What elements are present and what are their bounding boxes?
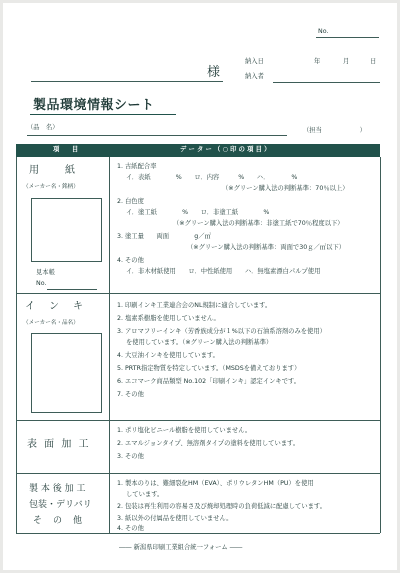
binding-line-3: 2. 包装は再生利用の容易さ及び焼却処理時の負荷低減に配慮しています。 bbox=[117, 503, 327, 510]
ink-line-3: 3. アロマフリーインキ（芳香族成分が１%以下の石油系溶剤のみを使用） bbox=[117, 328, 326, 335]
paper-maker-label: （メーカー名・銘柄） bbox=[23, 184, 79, 190]
item-column-header: 項 目 bbox=[53, 146, 79, 153]
ink-line-8: 7. その他 bbox=[117, 391, 144, 398]
binding-line-2: しています。 bbox=[126, 491, 164, 498]
binding-line-1: 1. 製本のりは、難細裂化HM（EVA）、ポリウレタンHM（PU）を使用 bbox=[117, 480, 314, 487]
number-label: No. bbox=[318, 28, 329, 35]
paper-line-2: イ．表紙 % ロ．内容 % ハ． % bbox=[126, 174, 298, 181]
ink-maker-bracket-left bbox=[31, 333, 102, 413]
paper-section-title: 用 紙 bbox=[29, 165, 77, 176]
binding-section-title-1: 製 本 後 加 工 bbox=[29, 484, 86, 494]
binding-line-4: 3. 紙以外の付属品を使用していません。 bbox=[117, 515, 233, 522]
title-underline bbox=[30, 114, 176, 115]
paper-line-1: 1. 古紙配合率 bbox=[117, 163, 157, 170]
product-name-field[interactable] bbox=[27, 135, 287, 136]
surface-line-1: 1. ポリ塩化ビニール樹脂を使用していません。 bbox=[117, 427, 252, 434]
surface-section-title: 表 面 加 工 bbox=[27, 439, 91, 450]
sample-book-label: 見本帳 bbox=[36, 269, 55, 276]
honorific-sama: 様 bbox=[207, 65, 221, 80]
ink-line-7: 6. エコマーク商品類型 No.102「印刷インキ」認定インキです。 bbox=[117, 378, 301, 385]
surface-line-2: 2. エマルジョンタイプ、無溶剤タイプの塗料を使用しています。 bbox=[117, 440, 300, 447]
paper-line-7: 3. 塗工量 両面 g／㎡ bbox=[117, 233, 211, 240]
deliverer-label: 納入者 bbox=[245, 73, 264, 80]
row-divider-ink bbox=[16, 420, 380, 421]
deliverer-field[interactable] bbox=[273, 82, 380, 83]
ink-line-6: 5. PRTR指定物質を特定しています。（MSDSを備えております） bbox=[117, 365, 301, 372]
table-right-border bbox=[380, 157, 381, 533]
ink-line-5: 4. 大豆油インキを使用しています。 bbox=[117, 352, 219, 359]
ink-line-2: 2. 塩素系樹脂を使用していません。 bbox=[117, 315, 220, 322]
month-label: 月 bbox=[343, 58, 350, 65]
ink-section-title: イ ン キ bbox=[25, 301, 85, 312]
data-column-header: デ ー タ ー （ ○ 印 の 項 目 ） bbox=[180, 146, 271, 153]
year-label: 年 bbox=[314, 58, 321, 65]
paper-maker-bracket-right[interactable] bbox=[95, 198, 102, 262]
paper-line-5: イ．塗工紙 % ロ．非塗工紙 % bbox=[126, 209, 270, 216]
ink-maker-bracket-right[interactable] bbox=[95, 333, 102, 413]
binding-section-title-2: 包装・デリバリ bbox=[29, 500, 92, 510]
table-left-border bbox=[16, 157, 17, 533]
paper-page bbox=[3, 3, 397, 570]
row-divider-paper bbox=[16, 293, 380, 294]
customer-name-field[interactable] bbox=[31, 81, 223, 82]
ink-maker-label: （メーカー名・品名） bbox=[23, 320, 79, 326]
ink-line-1: 1. 印刷インキ工業連合会のNL規制に適合しています。 bbox=[117, 302, 272, 309]
person-in-charge-label: （担当 ） bbox=[303, 127, 366, 134]
document-title: 製品環境情報シート bbox=[33, 98, 155, 113]
day-label: 日 bbox=[370, 58, 377, 65]
table-bottom-border bbox=[16, 533, 380, 534]
table-header-bar bbox=[16, 144, 380, 157]
binding-line-5: 4. その他 bbox=[117, 525, 144, 532]
row-divider-surface bbox=[16, 473, 380, 474]
binding-section-title-3: そ の 他 bbox=[33, 516, 84, 526]
paper-line-6: （※グリーン購入法の判断基準：非塗工紙で70％程度以下） bbox=[173, 220, 344, 227]
paper-line-3: （※グリーン購入法の判断基準：70％以上） bbox=[222, 185, 349, 192]
form-footer: ―― 新潟県印刷工業組合統一フォーム ―― bbox=[119, 544, 243, 551]
paper-maker-bracket-left bbox=[31, 198, 102, 262]
sample-number-field[interactable] bbox=[47, 289, 97, 290]
delivery-date-label: 納入日 bbox=[245, 58, 264, 65]
ink-line-4: を使用しています。（※グリーン購入法の判断基準） bbox=[126, 339, 273, 346]
column-divider bbox=[109, 157, 110, 533]
product-name-label: （品 名） bbox=[27, 124, 59, 131]
paper-line-4: 2. 白色度 bbox=[117, 198, 144, 205]
sample-number-label: No. bbox=[36, 280, 47, 287]
paper-line-10: イ．非木材紙使用 ロ．中性紙使用 ハ．無塩素漂白パルプ使用 bbox=[126, 268, 321, 275]
paper-line-9: 4. その他 bbox=[117, 257, 144, 264]
surface-line-3: 3. その他 bbox=[117, 453, 144, 460]
paper-line-8: （※グリーン購入法の判断基準：両面で30ｇ／㎡以下） bbox=[187, 244, 345, 251]
number-field[interactable] bbox=[316, 37, 379, 38]
